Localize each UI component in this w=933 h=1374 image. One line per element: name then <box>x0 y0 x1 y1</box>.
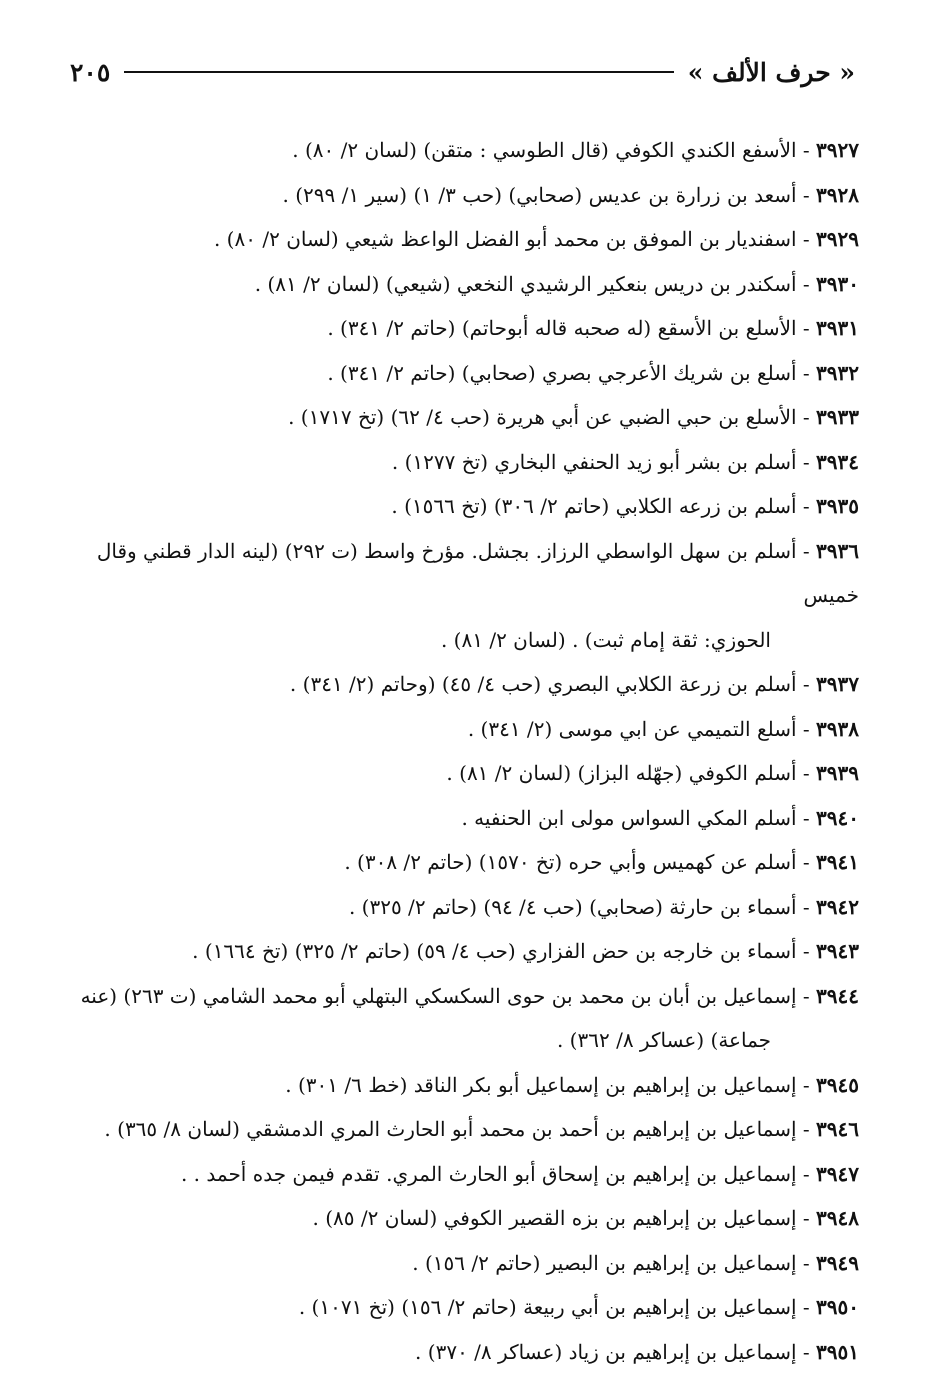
entry-text: - إسماعيل بن إبراهيم بن بزه القصير الكوفي (لسان ٢/ ٨٥) . <box>313 1206 817 1230</box>
page-number: ٢٠٥ <box>70 58 110 87</box>
entry-text: - إسماعيل بن إبراهيم بن البصير (حاتم ٢/ ١٥٦) . <box>412 1251 816 1275</box>
entry <box>72 306 859 351</box>
entry-number: ٣٩٤٨ <box>816 1206 859 1230</box>
entry-continuation: جماعة) (عساكر ٨/ ٣٦٢) . <box>72 1018 859 1063</box>
entry-text: - أسلم عن كهميس وأبي حره (تخ ١٥٧٠) (حاتم ٢/ ٣٠٨) . <box>344 850 816 874</box>
entry <box>72 796 859 841</box>
entry <box>72 1285 859 1330</box>
entry-text: - الأسفع الكندي الكوفي (قال الطوسي : متقن) (لسان ٢/ ٨٠) . <box>292 138 816 162</box>
entry-text: - أسلم بن زرعة الكلابي البصري (حب ٤/ ٤٥) (وحاتم (٢/ ٣٤١) . <box>290 672 816 696</box>
entry-text: - أسلم بن بشر أبو زيد الحنفي البخاري (تخ ١٢٧٧) . <box>392 450 816 474</box>
entry <box>72 1152 859 1197</box>
entry <box>72 484 859 529</box>
entry-text: - أسلع بن شريك الأعرجي بصري (صحابي) (حاتم ٢/ ٣٤١) . <box>327 361 816 385</box>
entry-text: - أسلع التميمي عن ابي موسى (٢/ ٣٤١) . <box>468 717 816 741</box>
entry-number: ٣٩٤٧ <box>816 1162 859 1186</box>
entry <box>72 929 859 974</box>
entry-number: ٣٩٣٦ <box>816 539 859 563</box>
entry-number: ٣٩٣٢ <box>816 361 859 385</box>
entry <box>72 1196 859 1241</box>
entry-text: - اسفنديار بن الموفق بن محمد أبو الفضل الواعظ شيعي (لسان ٢/ ٨٠) . <box>214 227 816 251</box>
page-header <box>70 52 855 92</box>
entry-number: ٣٩٤١ <box>816 850 859 874</box>
entry-text: - الأسلع بن حبي الضبي عن أبي هريرة (حب ٤/ ٦٢) (تخ ١٧١٧) . <box>288 405 816 429</box>
entry <box>72 1241 859 1286</box>
entry-number: ٣٩٣٥ <box>816 494 859 518</box>
entry <box>72 751 859 796</box>
entry <box>72 707 859 752</box>
entry-text: - أسماء بن حارثة (صحابي) (حب ٤/ ٩٤) (حاتم ٢/ ٣٢٥) . <box>349 895 816 919</box>
entry-text: - إسماعيل بن إبراهيم بن إسماعيل أبو بكر الناقد (خط ٦/ ٣٠١) . <box>285 1073 816 1097</box>
entry <box>72 440 859 485</box>
entry-number: ٣٩٣١ <box>816 316 859 340</box>
entry <box>72 128 859 173</box>
entry-text: - أسماء بن خارجه بن حض الفزاري (حب ٤/ ٥٩) (حاتم ٢/ ٣٢٥) (تخ ١٦٦٤) . <box>192 939 816 963</box>
entry-number: ٣٩٤٩ <box>816 1251 859 1275</box>
entry-number: ٣٩٥١ <box>816 1340 859 1364</box>
entry <box>72 662 859 707</box>
entry <box>72 1063 859 1108</box>
entry-text: - إسماعيل بن إبراهيم بن أبي ربيعة (حاتم ٢/ ١٥٦) (تخ ١٠٧١) . <box>299 1295 816 1319</box>
entry-text: - الأسلع بن الأسقع (له صحبه قاله أبوحاتم) (حاتم ٢/ ٣٤١) . <box>327 316 816 340</box>
entry-text: - أسلم بن سهل الواسطي الرزاز. بجشل. مؤرخ واسط (ت ٢٩٢) (لينه الدار قطني وقال خميس <box>97 539 859 608</box>
entry-text: - إسماعيل بن إبراهيم بن إسحاق أبو الحارث المري. تقدم فيمن جده أحمد . . <box>181 1162 816 1186</box>
entry-text: - أسعد بن زرارة بن عديس (صحابي) (حب ٣/ ١) (سير ١/ ٢٩٩) . <box>282 183 816 207</box>
entry <box>72 974 859 1063</box>
entry-number: ٣٩٤٠ <box>816 806 859 830</box>
entry-number: ٣٩٣٩ <box>816 761 859 785</box>
entry <box>72 840 859 885</box>
entry <box>72 529 859 663</box>
entry-number: ٣٩٤٣ <box>816 939 859 963</box>
entry <box>72 1330 859 1374</box>
entry-list <box>72 128 859 1374</box>
header-rule <box>124 71 673 73</box>
entry-number: ٣٩٤٦ <box>816 1117 859 1141</box>
entry-text: - إسماعيل بن أبان بن محمد بن حوى السكسكي البتهلي أبو محمد الشامي (ت ٢٦٣) (عنه <box>81 984 816 1008</box>
entry-text: - إسماعيل بن إبراهيم بن أحمد بن محمد أبو الحارث المري الدمشقي (لسان ٨/ ٣٦٥) . <box>104 1117 816 1141</box>
entry-continuation: الحوزي: ثقة إمام ثبت) . (لسان ٢/ ٨١) . <box>72 618 859 663</box>
entry-text: - أسلم بن زرعه الكلابي (حاتم ٢/ ٣٠٦) (تخ ١٥٦٦) . <box>391 494 816 518</box>
entry-number: ٣٩٣٠ <box>816 272 859 296</box>
entry-text: - أسكندر بن دريس بنعكير الرشيدي النخعي (شيعي) (لسان ٢/ ٨١) . <box>255 272 816 296</box>
entry <box>72 173 859 218</box>
entry <box>72 351 859 396</box>
entry-number: ٣٩٤٢ <box>816 895 859 919</box>
entry-number: ٣٩٤٤ <box>816 984 859 1008</box>
entry-number: ٣٩٢٨ <box>816 183 859 207</box>
entry-number: ٣٩٣٨ <box>816 717 859 741</box>
entry-number: ٣٩٤٥ <box>816 1073 859 1097</box>
entry-number: ٣٩٢٧ <box>816 138 859 162</box>
entry-number: ٣٩٣٣ <box>816 405 859 429</box>
entry-text: - إسماعيل بن إبراهيم بن زياد (عساكر ٨/ ٣٧٠) . <box>415 1340 816 1364</box>
entry-text: - أسلم الكوفي (جهّله البزاز) (لسان ٢/ ٨١) . <box>446 761 816 785</box>
running-title: « حرف الألف » <box>688 58 855 87</box>
entry <box>72 1107 859 1152</box>
entry <box>72 262 859 307</box>
entry <box>72 395 859 440</box>
entry <box>72 217 859 262</box>
entry-number: ٣٩٥٠ <box>816 1295 859 1319</box>
entry-number: ٣٩٣٧ <box>816 672 859 696</box>
entry-number: ٣٩٣٤ <box>816 450 859 474</box>
entry-text: - أسلم المكي السواس مولى ابن الحنفيه . <box>461 806 816 830</box>
entry-number: ٣٩٢٩ <box>816 227 859 251</box>
entry <box>72 885 859 930</box>
